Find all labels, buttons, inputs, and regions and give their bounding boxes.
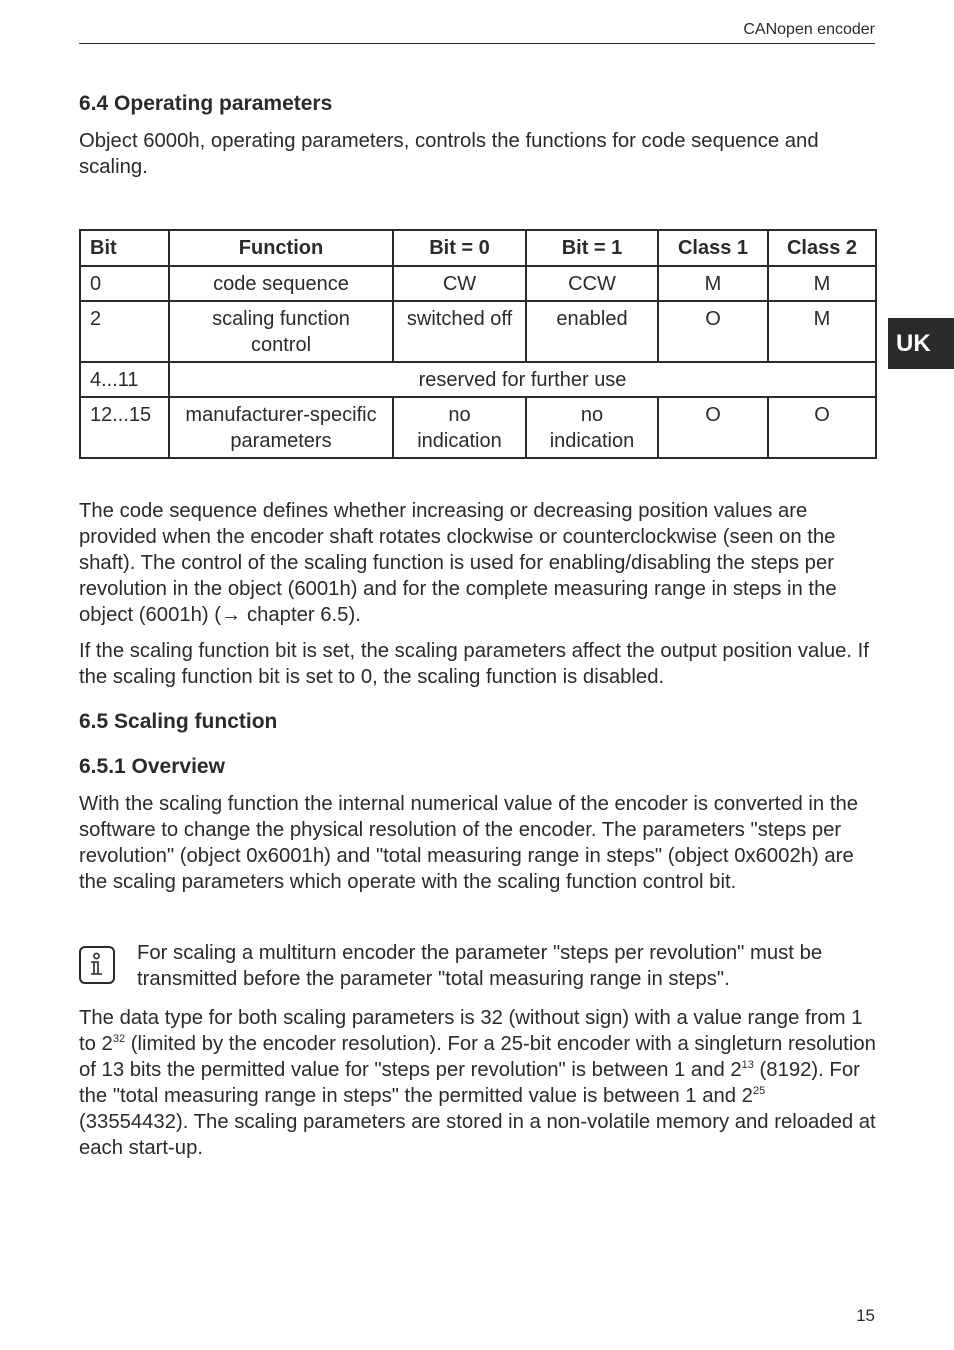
table-cell: O xyxy=(658,397,768,458)
overview-paragraph: With the scaling function the internal numerical value of the encoder is converted in the software to change the physical resolution of the encoder. The parameters "steps per revolution" (object 0x6001h) and "total measuring range in steps" (object 0x6002h) are the scaling parameters which operate with the scaling function control bit. xyxy=(79,793,859,893)
table-cell: no indication xyxy=(526,397,658,458)
info-icon xyxy=(79,946,115,984)
table-cell: O xyxy=(768,397,876,458)
section-heading-6-4: 6.4 Operating parameters xyxy=(79,92,333,115)
section-heading-6-5-1: 6.5.1 Overview xyxy=(79,755,225,778)
data-type-paragraph xyxy=(79,1005,879,1161)
column-header: Bit = 0 xyxy=(393,230,526,266)
note-text: For scaling a multiturn encoder the parameter "steps per revolution" must be transmitted before the parameter "total measuring range in steps". xyxy=(137,942,823,990)
table-cell: switched off xyxy=(393,301,526,362)
table-cell: O xyxy=(658,301,768,362)
intro-paragraph: Object 6000h, operating parameters, controls the functions for code sequence and scaling. xyxy=(79,130,819,178)
superscript: 25 xyxy=(752,1085,766,1097)
table-cell: CW xyxy=(393,266,526,301)
superscript: 13 xyxy=(741,1059,754,1071)
section-heading-6-5: 6.5 Scaling function xyxy=(79,710,278,733)
table-cell: M xyxy=(658,266,768,301)
table-cell: 4...11 xyxy=(80,362,169,397)
table-row xyxy=(80,301,876,362)
table-cell: CCW xyxy=(526,266,658,301)
page-number: 15 xyxy=(856,1306,875,1325)
table-cell: enabled xyxy=(526,301,658,362)
column-header: Bit xyxy=(80,230,169,266)
operating-parameters-table xyxy=(79,229,877,459)
table-cell: 0 xyxy=(80,266,169,301)
column-header: Class 1 xyxy=(658,230,768,266)
table-row xyxy=(80,362,876,397)
language-tab: UK xyxy=(888,318,954,369)
header-divider xyxy=(79,43,875,44)
text-run: (8192). For the "total measuring range in steps" the permitted value is between 1 and 2 xyxy=(79,1059,860,1107)
table-cell: 12...15 xyxy=(80,397,169,458)
running-header: CANopen encoder xyxy=(743,21,875,38)
text-run: (limited by the encoder resolution). For a 25-bit encoder with a singleturn resolution of 13 bits the permitted value for "steps per revolution" is between 1 and 2 xyxy=(79,1033,876,1081)
table-header-row xyxy=(80,230,876,266)
table-cell: 2 xyxy=(80,301,169,362)
column-header: Class 2 xyxy=(768,230,876,266)
column-header: Bit = 1 xyxy=(526,230,658,266)
table-cell: no indication xyxy=(393,397,526,458)
table-cell: code sequence xyxy=(169,266,393,301)
table-cell: manufacturer-specific parameters xyxy=(169,397,393,458)
table-cell-merged: reserved for further use xyxy=(169,362,876,397)
column-header: Function xyxy=(169,230,393,266)
text-run: (33554432). The scaling parameters are stored in a non-volatile memory and reloaded at each start-up. xyxy=(79,1111,876,1159)
table-row xyxy=(80,397,876,458)
table-cell: scaling function control xyxy=(169,301,393,362)
code-sequence-paragraph: The code sequence defines whether increasing or decreasing position values are provided when the encoder shaft rotates clockwise or counterclockwise (seen on the shaft). The control of the scaling function is used for enabling/disabling the steps per revolution in the object (6001h) and for the complete measuring range in steps in the object (6001h) (→ chapter 6.5). xyxy=(79,500,837,626)
text-run: The data type for both scaling parameters is 32 (without sign) with a value range from 1 to 2 xyxy=(79,1007,863,1055)
table-cell: M xyxy=(768,266,876,301)
scaling-bit-paragraph: If the scaling function bit is set, the scaling parameters affect the output position value. If the scaling function bit is set to 0, the scaling function is disabled. xyxy=(79,640,869,688)
table-cell: M xyxy=(768,301,876,362)
table-row xyxy=(80,266,876,301)
superscript: 32 xyxy=(112,1033,126,1045)
